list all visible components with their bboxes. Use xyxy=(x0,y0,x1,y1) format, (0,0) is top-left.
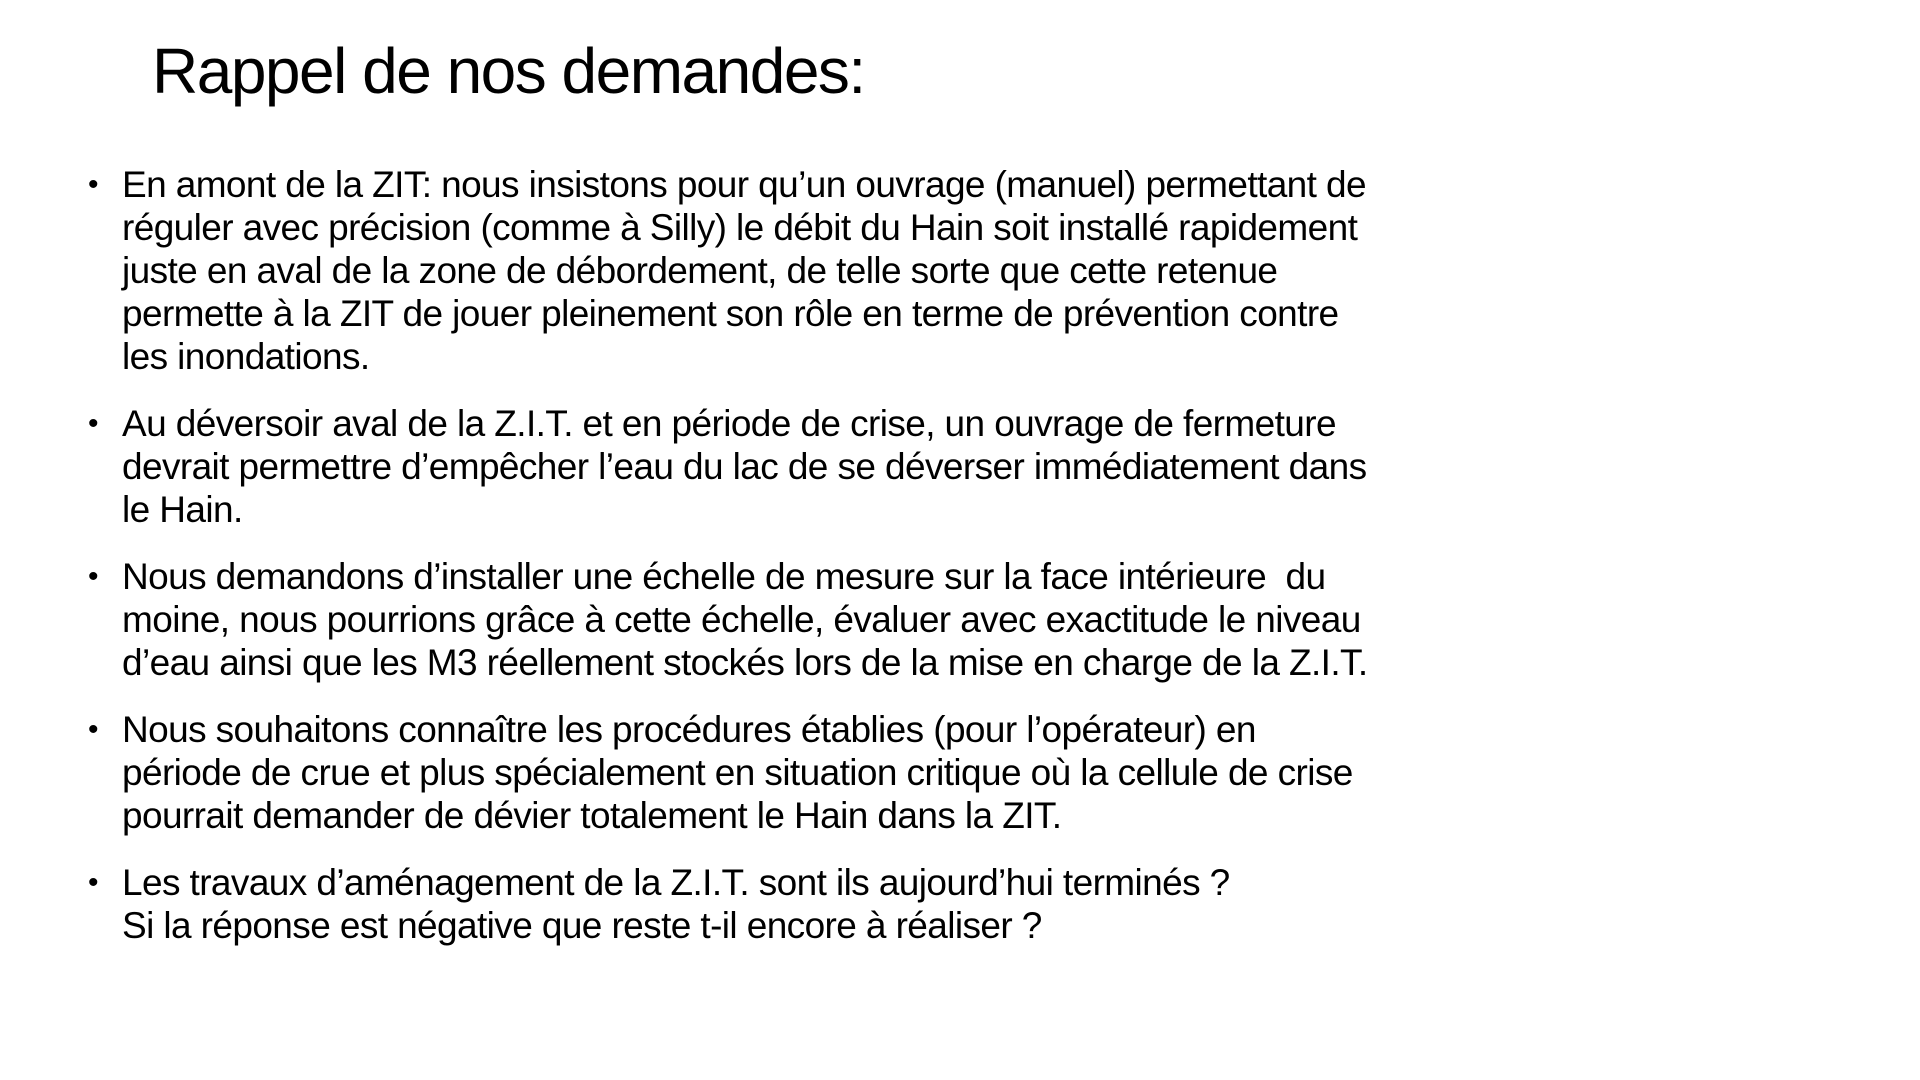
bullet-item xyxy=(88,555,1878,684)
bullet-line: période de crue et plus spécialement en situation critique où la cellule de crise xyxy=(122,752,1353,793)
bullet-line: En amont de la ZIT: nous insistons pour qu’un ouvrage (manuel) permettant de xyxy=(122,164,1366,205)
bullet-text xyxy=(122,555,1878,684)
bullet-item xyxy=(88,402,1878,531)
bullet-text xyxy=(122,402,1878,531)
bullet-line: Nous souhaitons connaître les procédures établies (pour l’opérateur) en xyxy=(122,709,1256,750)
bullet-line: les inondations. xyxy=(122,336,370,377)
bullet-text xyxy=(122,163,1878,378)
bullet-line: Si la réponse est négative que reste t-il encore à réaliser ? xyxy=(122,905,1042,946)
bullet-marker-icon: • xyxy=(88,560,99,593)
bullet-line: réguler avec précision (comme à Silly) le débit du Hain soit installé rapidement xyxy=(122,207,1358,248)
bullet-item xyxy=(88,163,1878,378)
bullet-line: devrait permettre d’empêcher l’eau du lac de se déverser immédiatement dans xyxy=(122,446,1367,487)
bullet-text xyxy=(122,861,1878,947)
bullet-item xyxy=(88,861,1878,947)
slide-title: Rappel de nos demandes: xyxy=(152,35,865,107)
bullet-line: Les travaux d’aménagement de la Z.I.T. sont ils aujourd’hui terminés ? xyxy=(122,862,1230,903)
bullet-line: pourrait demander de dévier totalement le Hain dans la ZIT. xyxy=(122,795,1062,836)
bullet-line: Au déversoir aval de la Z.I.T. et en période de crise, un ouvrage de fermeture xyxy=(122,403,1336,444)
bullet-line: permette à la ZIT de jouer pleinement son rôle en terme de prévention contre xyxy=(122,293,1339,334)
bullet-text xyxy=(122,708,1878,837)
bullet-line: Nous demandons d’installer une échelle de mesure sur la face intérieure du xyxy=(122,556,1326,597)
bullet-line: moine, nous pourrions grâce à cette échelle, évaluer avec exactitude le niveau xyxy=(122,599,1361,640)
bullet-marker-icon: • xyxy=(88,866,99,899)
bullet-marker-icon: • xyxy=(88,713,99,746)
bullet-line: juste en aval de la zone de débordement, de telle sorte que cette retenue xyxy=(122,250,1278,291)
bullet-list xyxy=(88,163,1878,971)
bullet-marker-icon: • xyxy=(88,168,99,201)
bullet-line: le Hain. xyxy=(122,489,243,530)
bullet-item xyxy=(88,708,1878,837)
bullet-line: d’eau ainsi que les M3 réellement stockés lors de la mise en charge de la Z.I.T. xyxy=(122,642,1368,683)
bullet-marker-icon: • xyxy=(88,407,99,440)
